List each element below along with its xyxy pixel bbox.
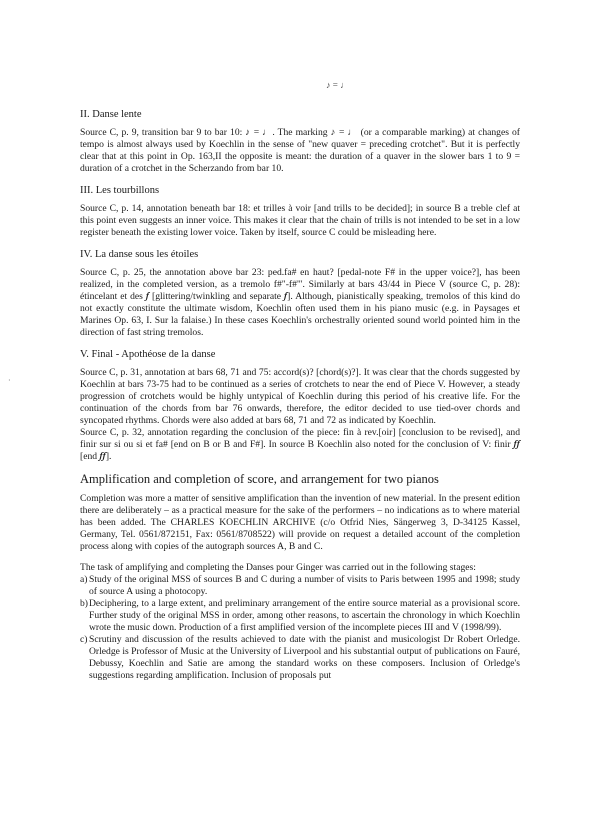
stages-list bbox=[80, 574, 520, 682]
margin-mark: · bbox=[8, 376, 11, 385]
section-heading: III. Les tourbillons bbox=[80, 185, 160, 196]
list-item bbox=[80, 574, 520, 598]
amplification-heading: Amplification and completion of score, and arrangement for two pianos bbox=[80, 472, 439, 486]
list-label: c) bbox=[80, 634, 88, 645]
list-text: Study of the original MSS of sources B and C during a number of visits to Paris between 1995 and 1998; study of source A using a photocopy. bbox=[89, 574, 520, 597]
list-text: Deciphering, to a large extent, and preliminary arrangement of the entire source material as a provisional score. Further study of the original MSS in order, among other reasons, to ascertain the chronology in which Koechlin wrote the music down. Production of a first amplified version of the incomplete pieces III and V (1998/99). bbox=[89, 598, 520, 633]
list-item bbox=[80, 634, 520, 682]
section-tourbillons bbox=[80, 184, 520, 239]
section-danse-lente bbox=[80, 108, 520, 175]
list-label: a) bbox=[80, 574, 88, 585]
section-danse-etoiles bbox=[80, 248, 520, 339]
content-column bbox=[80, 108, 520, 686]
paragraph: Source C, p. 9, transition bar 9 to bar 10: ♪ = ♩. The marking ♪ = ♩ (or a comparable marking) at changes of tempo is almost always used by Koechlin in the sense of "new quaver = preceding crotchet". But it is perfectly clear that at this point in Op. 163,II the opposite is meant: the duration of a quaver in the slower bars 1 to 9 = duration of a crotchet in the Scherzando from bar 10. bbox=[80, 127, 520, 174]
paragraph: Source C, p. 31, annotation at bars 68, 71 and 75: accord(s)? [chord(s)?]. It was clear that the chords suggested by Koechlin at bars 73-75 had to be continued as a series of crotchets to near the end of Piece V. However, a steady progression of crotchets would be highly untypical of Koechlin during this period of his creative life. For the continuation of the chords from bar 76 onwards, therefore, the editor decided to use tied-over chords and syncopated rhythms. Chords were also added at bars 68, 71 and 72 as indicated by Koechlin. bbox=[80, 367, 520, 426]
section-amplification bbox=[80, 472, 520, 682]
paragraph: Source C, p. 32, annotation regarding the conclusion of the piece: fin à rev.[oir] [conclusion to be revised], and finir sur si ou si et fa# [end on B or B and F#]. In source B Koechlin also noted for the conclusion of V: finir 𝆑𝆑 [end 𝆑𝆑]. bbox=[80, 427, 520, 462]
section-heading: V. Final - Apothéose de la danse bbox=[80, 349, 216, 360]
section-heading: II. Danse lente bbox=[80, 109, 142, 120]
paragraph: The task of amplifying and completing the Danses pour Ginger was carried out in the following stages: bbox=[80, 562, 476, 573]
paragraph: Source C, p. 25, the annotation above bar 23: ped.fa# en haut? [pedal-note F# in the upper voice?], has been realized, in the completed version, as a tremolo f#"-f#"'. Similarly at bars 43/44 in Piece V (source C, p. 28): étincelant et des 𝆑 [glittering/twinkling and separate 𝆑]. Although, pianistically speaking, tremolos of this kind do not exactly constitute the ultimate wisdom, Koechlin often used them in his piano music (e.g. in Paysages et Marines Op. 63, I. Sur la falaise.) In these cases Koechlin's orchestrally oriented sound world pointed him in the direction of fast string tremolos. bbox=[80, 267, 520, 338]
paragraph: Source C, p. 14, annotation beneath bar 18: et trilles à voir [and trills to be decided]; in source B a treble clef at this point even suggests an inner voice. This makes it clear that the chain of trills is not intended to be set in a low register beneath the existing lower voice. Taken by itself, source C could be misleading here. bbox=[80, 203, 520, 238]
list-label: b) bbox=[80, 598, 88, 609]
section-final bbox=[80, 348, 520, 463]
list-text: Scrutiny and discussion of the results achieved to date with the pianist and musicologist Dr Robert Orledge. Orledge is Professor of Music at the University of Liverpool and his substantial output of publications on Fauré, Debussy, Koechlin and Satie are among the standard works on these composers. Inclusion of Orledge's suggestions regarding amplification. Inclusion of proposals put bbox=[89, 634, 520, 681]
paragraph: Completion was more a matter of sensitive amplification than the invention of new material. In the present edition there are deliberately – as a practical measure for the sake of the performers – no indications as to where material has been added. The CHARLES KOECHLIN ARCHIVE (c/o Otfrid Nies, Sängerweg 3, D-34125 Kassel, Germany, Tel. 0561/872151, Fax: 0561/8708522) will provide on request a detailed account of the completion process along with copies of the autograph sources A, B and C. bbox=[80, 493, 520, 552]
tempo-mark: ♪ = ♩ bbox=[326, 80, 350, 90]
section-heading: IV. La danse sous les étoiles bbox=[80, 249, 199, 260]
list-item bbox=[80, 598, 520, 634]
